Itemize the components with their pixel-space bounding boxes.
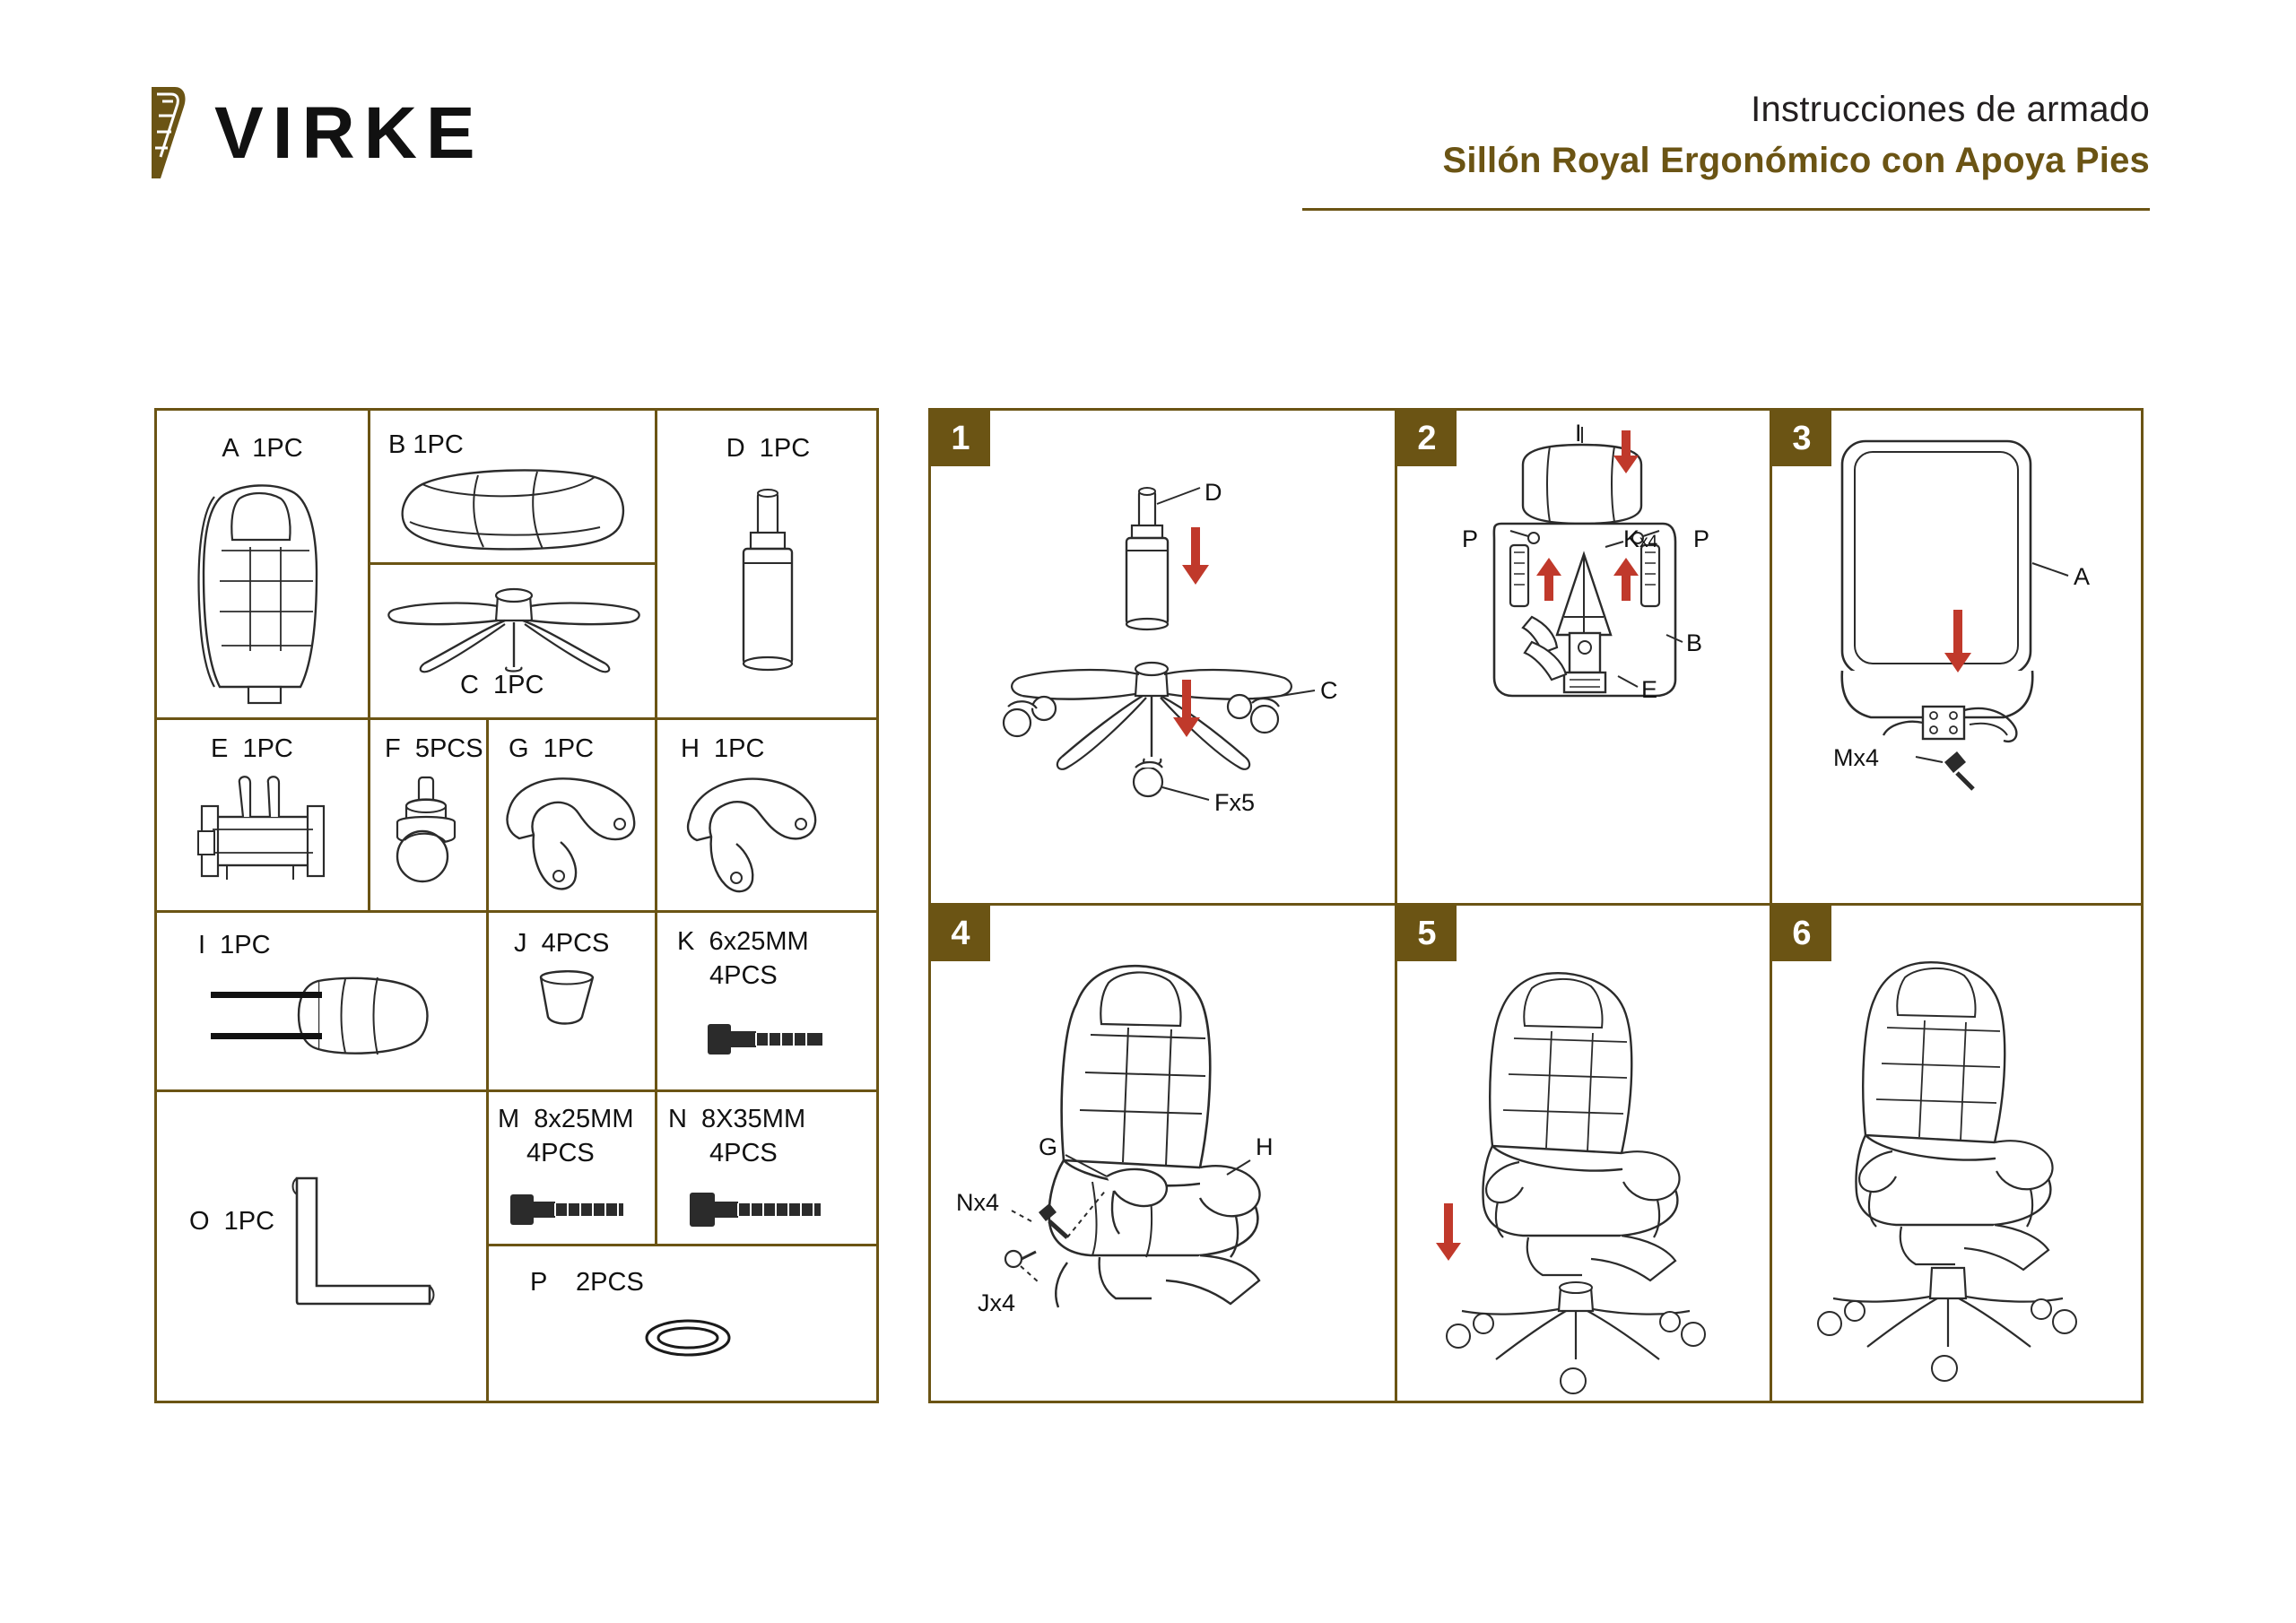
backrest-cushion-icon <box>157 475 370 713</box>
armrest-right-icon <box>657 765 879 899</box>
part-cell-K <box>657 913 879 1092</box>
part-label-N-qty: 4PCS <box>709 1139 778 1167</box>
page-header <box>0 0 2296 233</box>
part-cell-I <box>157 913 489 1092</box>
callout-n-x4: Nx4 <box>956 1189 1000 1216</box>
brand-logo <box>148 85 484 182</box>
part-label-E: E 1PC <box>211 734 293 763</box>
part-label-I: I 1PC <box>198 931 271 959</box>
step-panel-4 <box>931 906 1397 1401</box>
callout-k-x4: Kx4 <box>1623 525 1658 552</box>
gas-lift-cylinder-icon <box>657 482 879 707</box>
part-cell-B <box>370 411 657 565</box>
callout-e: E <box>1641 676 1658 703</box>
hex-bolt-short-icon <box>657 1008 879 1089</box>
part-label-K-qty: 4PCS <box>709 961 778 990</box>
part-cell-H <box>657 720 879 913</box>
part-cell-O <box>157 1092 489 1401</box>
callout-j-x4: Jx4 <box>978 1289 1016 1316</box>
step-number-4: 4 <box>931 906 990 961</box>
step-1-diagram <box>931 411 1397 906</box>
allen-key-icon <box>157 1164 489 1361</box>
part-cell-G <box>489 720 657 913</box>
step-panel-5 <box>1397 906 1772 1401</box>
callout-m-x4: Mx4 <box>1833 744 1880 771</box>
part-cell-F <box>370 720 489 913</box>
step-number-1: 1 <box>931 411 990 466</box>
part-label-M-qty: 4PCS <box>526 1139 595 1167</box>
step-number-5: 5 <box>1397 906 1457 961</box>
part-cell-A <box>157 411 370 720</box>
step-3-diagram <box>1772 411 2141 906</box>
part-label-A: A 1PC <box>222 434 303 463</box>
caster-wheel-icon <box>370 770 489 905</box>
step-6-diagram <box>1772 906 2141 1401</box>
part-cell-M <box>489 1092 657 1246</box>
hex-bolt-medium-icon <box>489 1180 657 1248</box>
part-label-O: O 1PC <box>189 1207 275 1236</box>
headrest-cushion-icon <box>157 958 489 1083</box>
part-cell-D <box>657 411 879 720</box>
step-panel-3 <box>1772 411 2141 906</box>
part-label-H: H 1PC <box>681 734 765 763</box>
part-cell-J <box>489 913 657 1092</box>
step-number-6: 6 <box>1772 906 1831 961</box>
armrest-left-icon <box>489 765 657 899</box>
part-cell-E <box>157 720 370 913</box>
callout-p-right: P <box>1693 525 1710 552</box>
tilt-mechanism-icon <box>157 770 370 905</box>
step-panel-2 <box>1397 411 1772 906</box>
brand-name: VIRKE <box>214 92 484 174</box>
callout-c: C <box>1320 677 1338 704</box>
washer-ring-icon <box>489 1302 879 1377</box>
part-cell-C <box>370 565 657 720</box>
virke-logo-mark-icon <box>148 85 189 182</box>
step-panel-1 <box>931 411 1397 906</box>
part-cell-P <box>489 1246 879 1401</box>
plastic-cap-icon <box>489 963 657 1080</box>
step-number-2: 2 <box>1397 411 1457 466</box>
part-label-D: D 1PC <box>726 434 811 463</box>
callout-g: G <box>1039 1133 1058 1160</box>
callout-d: D <box>1205 479 1222 506</box>
five-star-base-icon <box>370 570 657 676</box>
callout-f-x5: Fx5 <box>1214 789 1256 816</box>
assembly-steps-grid <box>928 408 2144 1403</box>
step-5-diagram <box>1397 906 1772 1401</box>
part-label-M: M 8x25MM <box>498 1105 634 1133</box>
title-line-2: Sillón Royal Ergonómico con Apoya Pies <box>1442 141 2150 180</box>
part-label-K: K 6x25MM <box>677 927 809 956</box>
parts-list-table <box>154 408 879 1403</box>
part-label-B: B 1PC <box>388 430 464 459</box>
callout-a: A <box>2074 563 2091 590</box>
title-line-1: Instrucciones de armado <box>1751 90 2150 129</box>
title-underline <box>1302 208 2150 211</box>
part-label-P: P 2PCS <box>530 1268 644 1297</box>
callout-b: B <box>1686 629 1703 656</box>
hex-bolt-long-icon <box>657 1180 879 1248</box>
part-cell-N <box>657 1092 879 1246</box>
part-label-F: F 5PCS <box>385 734 483 763</box>
step-number-3: 3 <box>1772 411 1831 466</box>
step-panel-6 <box>1772 906 2141 1401</box>
part-label-C: C 1PC <box>460 671 544 699</box>
part-label-J: J 4PCS <box>514 929 610 958</box>
part-label-G: G 1PC <box>509 734 595 763</box>
callout-h: H <box>1256 1133 1274 1160</box>
document-title <box>1443 90 2150 181</box>
seat-cushion-icon <box>370 463 657 561</box>
part-label-N: N 8X35MM <box>668 1105 806 1133</box>
step-4-diagram <box>931 906 1397 1401</box>
callout-i: I <box>1575 420 1582 447</box>
step-2-diagram <box>1397 411 1772 906</box>
callout-p-left: P <box>1462 525 1479 552</box>
